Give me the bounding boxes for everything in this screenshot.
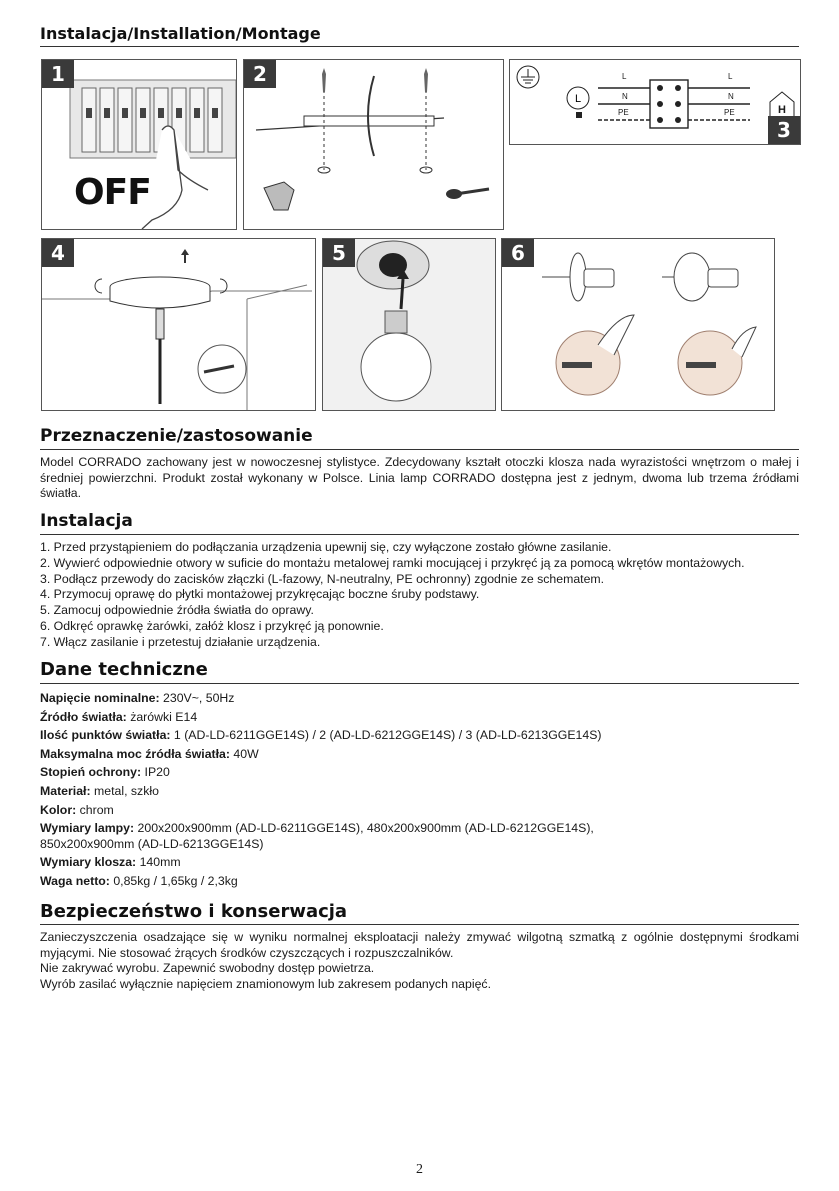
figure-1-number: 1 <box>42 60 74 88</box>
figure-4-panel <box>41 238 316 411</box>
purpose-rule <box>40 449 799 450</box>
canopy-mounting-illustration <box>42 239 315 410</box>
figure-4-number: 4 <box>42 239 74 267</box>
house-icon-label: H <box>778 104 786 116</box>
spec-value: 0,85kg / 1,65kg / 2,3kg <box>109 873 238 888</box>
safety-text-2: Nie zakrywać wyrobu. Zapewnić swobodny dostęp powietrza. <box>40 961 375 975</box>
figure-6-number: 6 <box>502 239 534 267</box>
spec-row <box>40 689 799 708</box>
spec-row <box>40 708 799 727</box>
spec-value: 230V~, 50Hz <box>159 691 235 705</box>
spec-row <box>40 819 799 853</box>
spec-value: 1 (AD-LD-6211GGE14S) / 2 (AD-LD-6212GGE14S) / 3 (AD-LD-6213GGE14S) <box>170 728 602 743</box>
spec-value: 140mm <box>136 855 181 870</box>
installation-rule <box>40 534 799 535</box>
technical-title: Dane techniczne <box>40 659 208 680</box>
spec-label: Kolor: <box>40 802 77 817</box>
installation-step: 6. Odkręć oprawkę żarówki, załóż klosz i przykręć ją ponownie. <box>40 618 384 633</box>
off-label: OFF <box>74 172 151 213</box>
svg-text:L: L <box>575 93 582 105</box>
safety-text-3: Wyrób zasilać wyłącznie napięciem znamionowym lub zakresem podanych napięć. <box>40 977 491 991</box>
figure-3-number: 3 <box>768 116 800 144</box>
spec-value: chrom <box>76 802 114 817</box>
spec-label: Materiał: <box>40 783 91 798</box>
mounting-bracket-illustration <box>244 60 503 229</box>
wire-label-n-left: N <box>622 92 628 101</box>
spec-value: 200x200x900mm (AD-LD-6211GGE14S), 480x200x900mm (AD-LD-6212GGE14S), <box>134 821 594 836</box>
spec-value: metal, szkło <box>90 783 159 798</box>
page-title: Instalacja/Installation/Montage <box>40 24 321 43</box>
wire-label-l-left: L <box>622 72 627 81</box>
wire-label-l-right: L <box>728 72 733 81</box>
figure-5-panel <box>322 238 496 411</box>
spec-row <box>40 745 799 764</box>
safety-text-1: Zanieczyszczenia osadzające się w wyniku normalnej eksploatacji należy zmywać wilgotną szmatką z ogólnie dostępnymi środkami myjącymi. Nie stosować żrących środków czyszczących i rozpuszczalników. <box>40 930 799 960</box>
spec-label: Wymiary lampy: <box>40 821 135 836</box>
figure-5-number: 5 <box>323 239 355 267</box>
spec-label: Ilość punktów światła: <box>40 728 171 743</box>
figure-3-panel <box>509 59 801 145</box>
spec-value: IP20 <box>141 765 170 780</box>
installation-title: Instalacja <box>40 511 133 531</box>
installation-step: 4. Przymocuj oprawę do płytki montażowej przykręcając boczne śruby podstawy. <box>40 587 480 602</box>
wire-label-n-right: N <box>728 92 734 101</box>
spec-value: żarówki E14 <box>126 709 198 724</box>
safety-rule <box>40 924 799 925</box>
installation-step: 2. Wywierć odpowiednie otwory w suficie do montażu metalowej ramki mocującej i przykręć ją za pomocą wkrętów montażowych. <box>40 555 745 570</box>
spec-label: Źródło światła: <box>40 709 127 724</box>
spec-label: Wymiary klosza: <box>40 855 137 870</box>
spec-label: Napięcie nominalne: <box>40 691 160 705</box>
purpose-text: Model CORRADO zachowany jest w nowoczesnej stylistyce. Zdecydowany kształt otoczki klosza nada wyrazistości wnętrzom o małej i średniej powierzchni. Produkt został wykonany w Polsce. Linia lamp CORRADO dostępna jest z jednym, dwoma lub trzema źródłami światła. <box>40 455 799 500</box>
figure-2-number: 2 <box>244 60 276 88</box>
wire-label-pe-right: PE <box>724 108 735 117</box>
spec-value: 40W <box>230 746 259 761</box>
spec-label: Maksymalna moc źródła światła: <box>40 746 230 761</box>
installation-step: 5. Zamocuj odpowiednie źródła światła do oprawy. <box>40 603 314 618</box>
purpose-title: Przeznaczenie/zastosowanie <box>40 426 313 446</box>
spec-row <box>40 763 799 782</box>
installation-step: 1. Przed przystąpieniem do podłączania urządzenia upewnij się, czy wyłączone zostało główne zasilanie. <box>40 540 612 554</box>
spec-row <box>40 782 799 801</box>
technical-rule <box>40 683 799 684</box>
spec-row <box>40 853 799 872</box>
title-rule <box>40 46 799 47</box>
wiring-diagram <box>510 60 800 144</box>
spec-value-continuation: 850x200x900mm (AD-LD-6213GGE14S) <box>40 836 264 851</box>
safety-title: Bezpieczeństwo i konserwacja <box>40 901 348 922</box>
technical-specs <box>40 689 799 890</box>
figure-1-panel <box>41 59 237 230</box>
shade-fitting-illustration <box>502 239 774 410</box>
wire-label-pe-left: PE <box>618 108 629 117</box>
figure-6-panel <box>501 238 775 411</box>
installation-steps <box>40 540 799 651</box>
installation-step: 3. Podłącz przewody do zacisków złączki (L-fazowy, N-neutralny, PE ochronny) zgodnie ze schematem. <box>40 571 605 586</box>
figure-2-panel <box>243 59 504 230</box>
ground-icon <box>517 66 539 88</box>
spec-label: Waga netto: <box>40 873 110 888</box>
spec-row <box>40 801 799 820</box>
page-number: 2 <box>416 1162 423 1177</box>
spec-row <box>40 872 799 891</box>
spec-row <box>40 726 799 745</box>
installation-step: 7. Włącz zasilanie i przetestuj działanie urządzenia. <box>40 634 321 649</box>
spec-label: Stopień ochrony: <box>40 765 142 780</box>
